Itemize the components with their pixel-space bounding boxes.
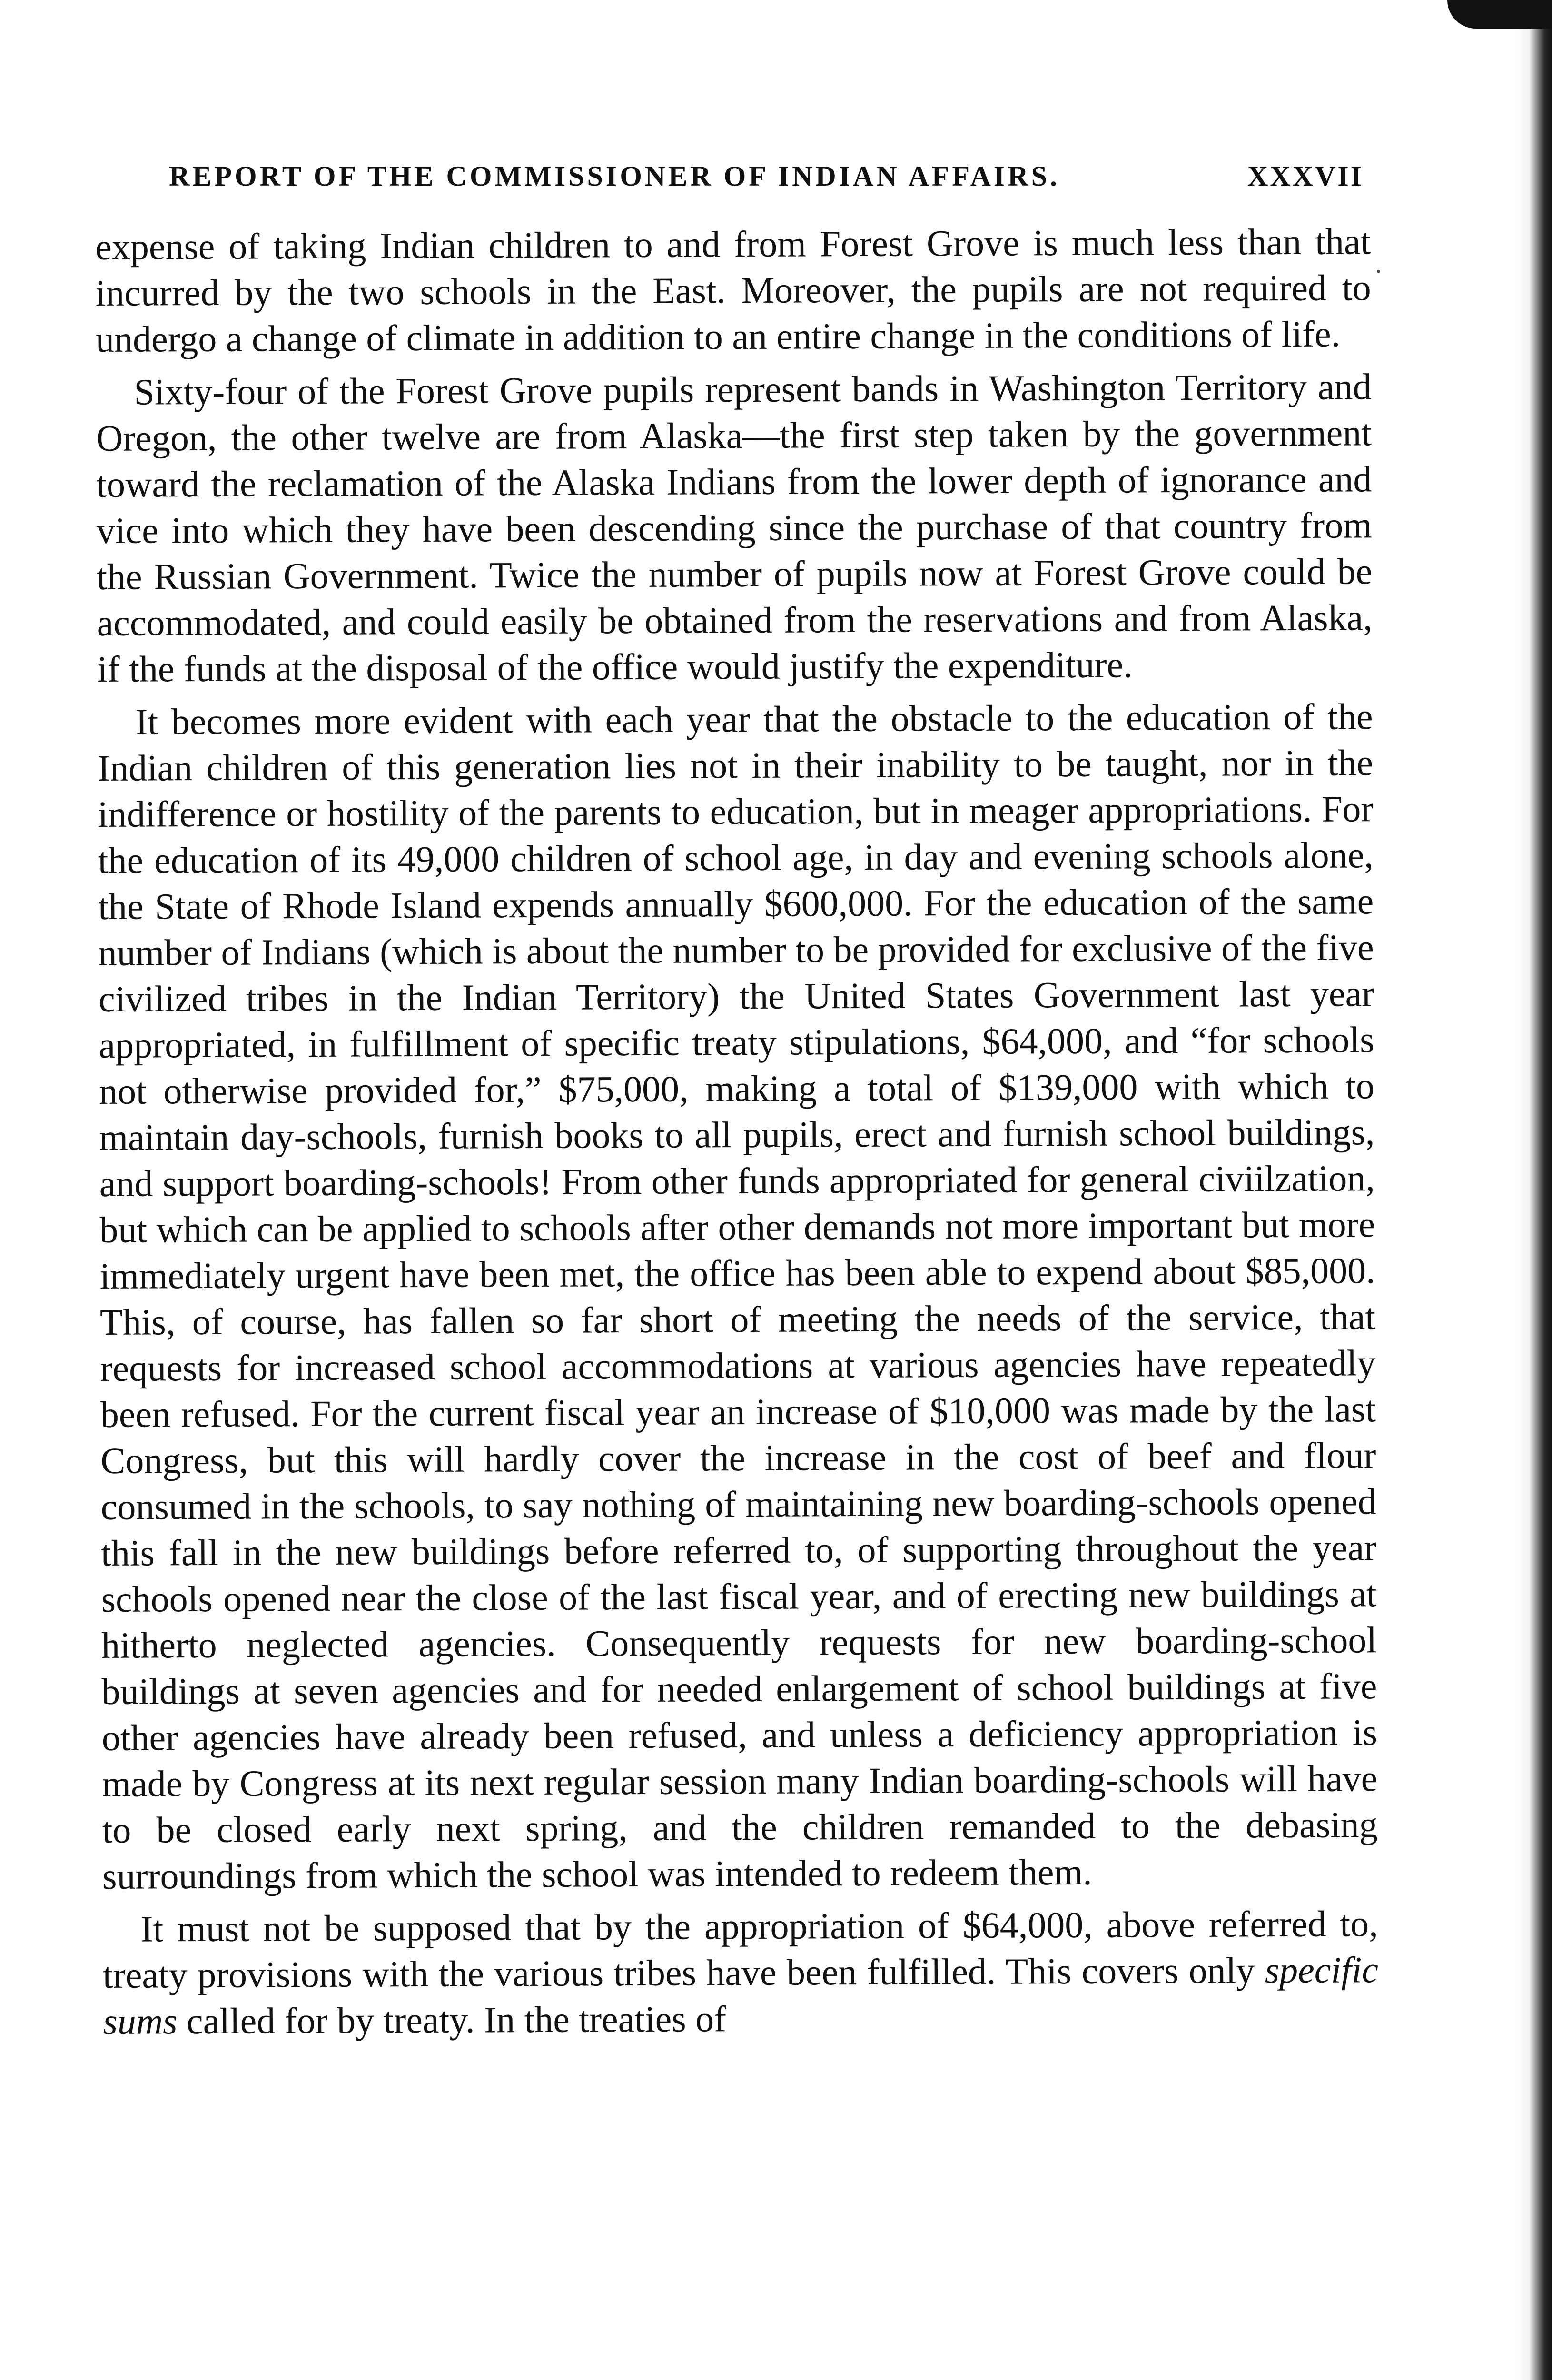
- page-number: XXXVII: [1247, 160, 1364, 192]
- paragraph-2: Sixty-four of the Forest Grove pupils represent bands in Washington Territory and Oregon, the other twelve are from Alaska—the first step taken by the government toward the reclamation of the Alaska Indians from the lower depth of ignorance and vice into which they have been descending since the purchase of that country from the Russian Government. Twice the number of pupils now at Forest Grove could be accommodated, and could easily be obtained from the reservations and from Alaska, if the funds at the disposal of the office would justify the expenditure.: [96, 366, 1373, 690]
- paragraph-1: expense of taking Indian children to and from Forest Grove is much less than that incurred by the two schools in the East. Moreover, the pupils are not required to undergo a change of climate in addition to an entire change in the conditions of life.: [95, 220, 1371, 360]
- stray-mark: ⸳: [1375, 256, 1382, 281]
- paragraph-4-italic-text: specific sums: [103, 1949, 1379, 2042]
- body-text: [95, 218, 1379, 2051]
- page-edge-shadow: [1514, 0, 1552, 2380]
- paragraph-4-text-before: It must not be supposed that by the appropriation of $64,000, above referred to, treaty provisions with the various tribes have been fulfilled. This covers only: [102, 1903, 1378, 1996]
- header-title: REPORT OF THE COMMISSIONER OF INDIAN AFFAIRS.: [169, 160, 1060, 192]
- paragraph-3: It becomes more evident with each year that the obstacle to the education of the Indian children of this generation lies not in their inability to be taught, nor in the indifference or hostility of the parents to education, but in meager appropriations. For the education of its 49,000 children of school age, in day and evening schools alone, the State of Rhode Island expends annually $600,000. For the education of the same number of Indians (which is about the number to be provided for exclusive of the five civilized tribes in the Indian Territory) the United States Government last year appropriated, in fulfillment of specific treaty stipulations, $64,000, and “for schools not otherwise provided for,” $75,000, making a total of $139,000 with which to maintain day-schools, furnish books to all pupils, erect and furnish school buildings, and support boarding-schools! From other funds appropriated for general civiilzation, but which can be applied to schools after other demands not more important but more immediately urgent have been met, the office has been able to expend about $85,000. This, of course, has fallen so far short of meeting the needs of the service, that requests for increased school accommodations at various agencies have repeatedly been refused. For the current fiscal year an increase of $10,000 was made by the last Congress, but this will hardly cover the increase in the cost of beef and flour consumed in the schools, to say nothing of maintaining new boarding-schools opened this fall in the new buildings before referred to, of supporting throughout the year schools opened near the close of the last fiscal year, and of erecting new buildings at hitherto neglected agencies. Consequently requests for new boarding-school buildings at seven agencies and for needed enlargement of school buildings at five other agencies have already been refused, and unless a deficiency appropriation is made by Congress at its next regular session many Indian boarding-schools will have to be closed early next spring, and the children remanded to the debasing surroundings from which the school was intended to redeem them.: [97, 695, 1378, 1897]
- running-header: [169, 155, 1364, 198]
- paragraph-4: [102, 1900, 1378, 2044]
- paragraph-4-text-after: called for by treaty. In the treaties of: [177, 1998, 727, 2042]
- page-corner-shadow: [1447, 0, 1552, 29]
